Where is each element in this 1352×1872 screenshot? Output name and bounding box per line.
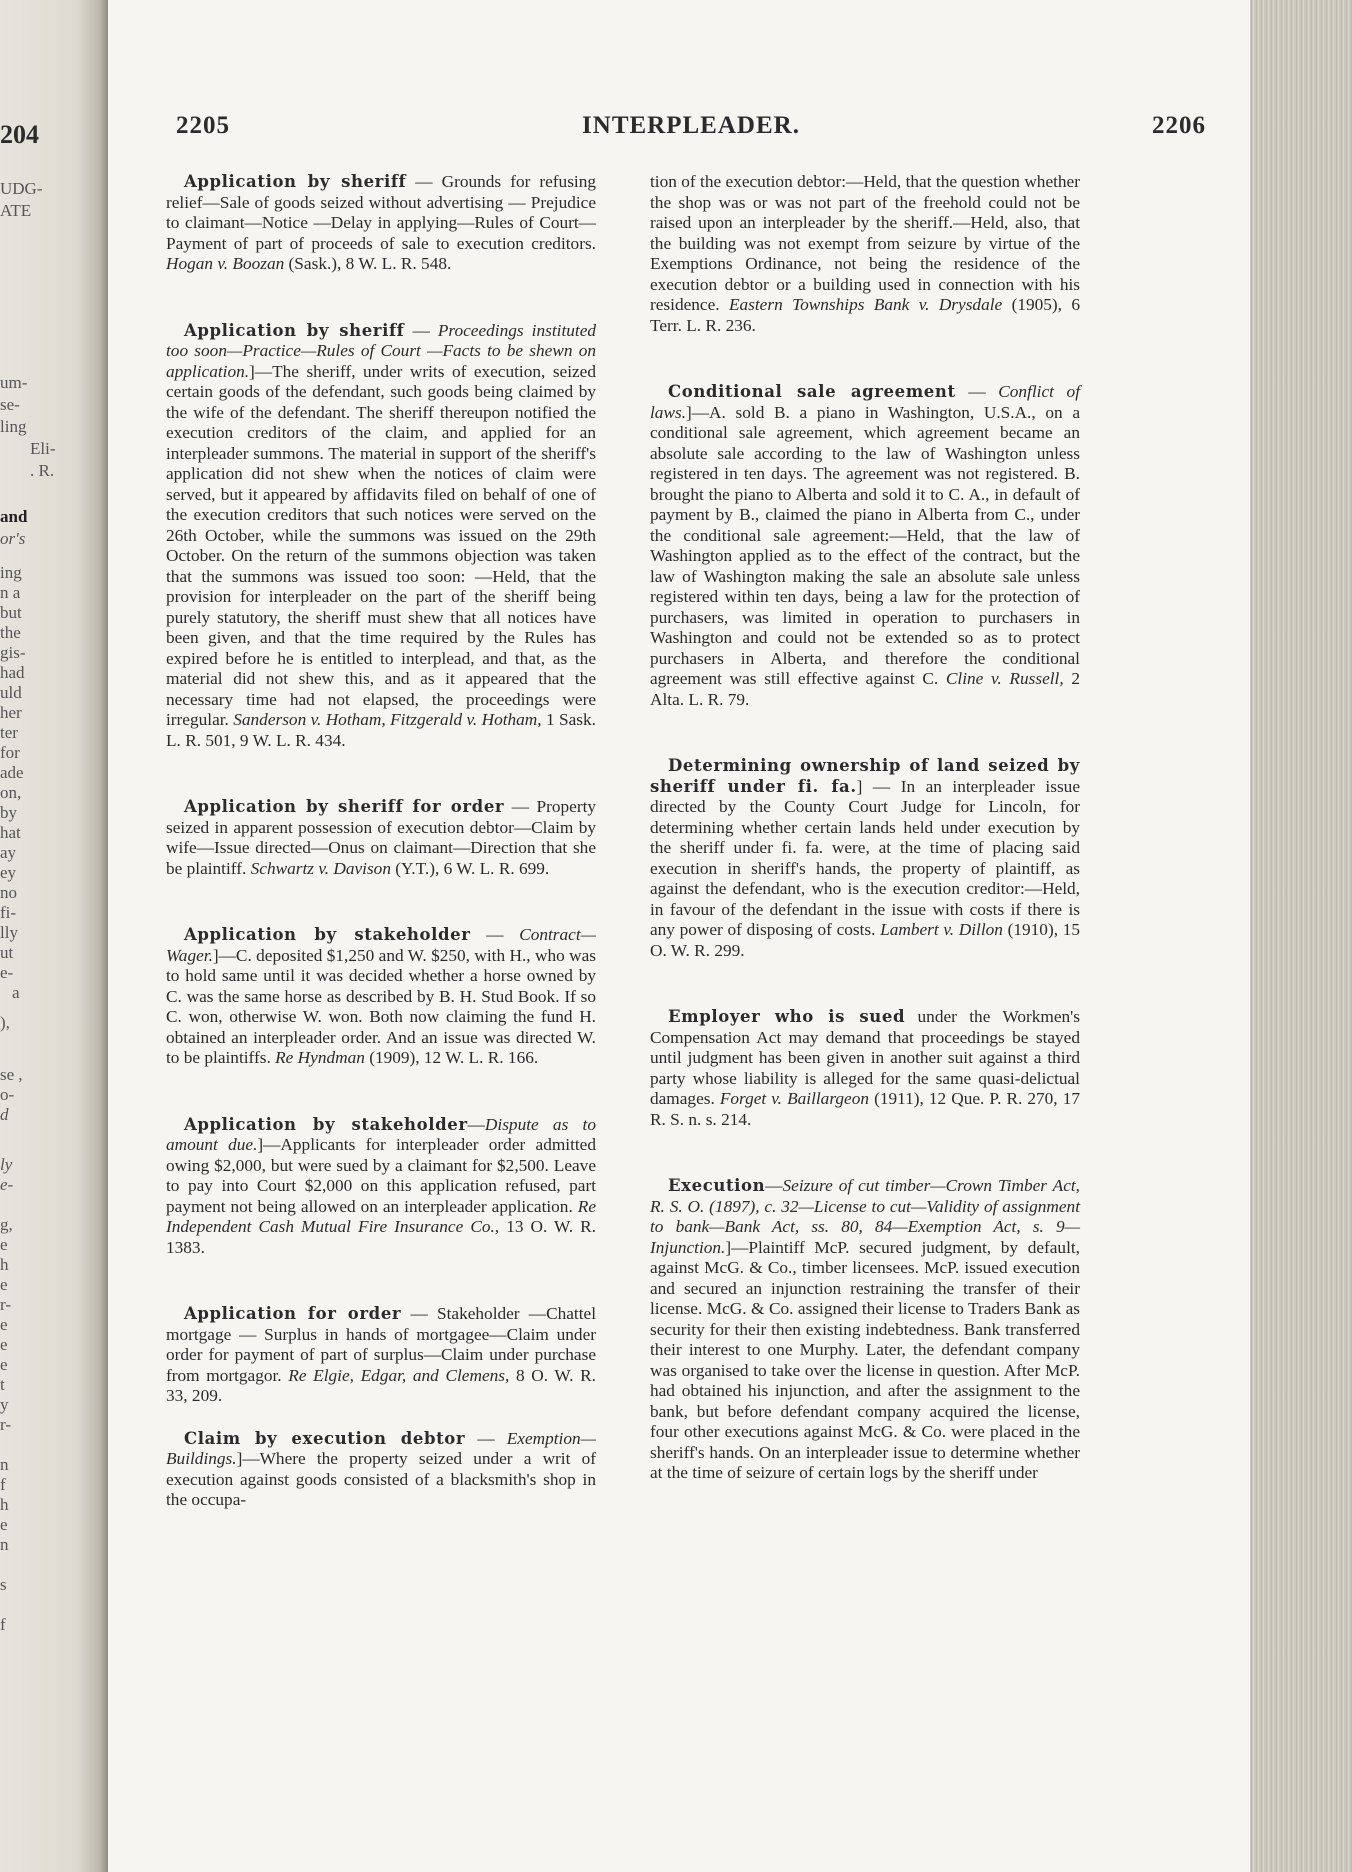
previous-page-fragment: lly [0,923,18,942]
previous-page-fragment: r- [0,1415,11,1434]
entry-dash: — [955,382,999,401]
entry-subject: Dispute as to amount due. [166,1114,596,1154]
previous-page-fragment: h [0,1495,9,1514]
previous-page-fragment: UDG- [0,179,43,198]
entry-heading: Employer who is sued [668,1007,906,1026]
entry-dash: — [465,1428,507,1448]
previous-page-fragment: ling [0,417,27,436]
entry-heading: Claim by execution debtor [184,1428,466,1448]
previous-page-fragment: g, [0,1215,13,1234]
entry-dash: — [401,1304,438,1323]
previous-page-fragment: d [0,1105,9,1124]
entry-heading: Application by sheriff [184,172,407,191]
previous-page-fragment: y [0,1395,9,1414]
page-title: INTERPLEADER. [582,112,800,139]
book-page-edges [1250,0,1352,1872]
previous-page-fragment: ATE [0,201,32,220]
previous-page-fragment: um- [0,373,28,392]
previous-page-fragment: n a [0,583,21,602]
entry-citation-ref: 2 Alta. L. R. 79. [650,669,1081,709]
entry-dash: — [765,1176,783,1195]
entry-dash: — [470,925,520,944]
entry-subject: Conflict of laws. [650,382,1080,422]
previous-page-fragment: by [0,803,17,822]
entry-citation-ref: (1911), 12 Que. P. R. 270, 17 R. S. n. s. 214. [650,1089,1080,1129]
entry-citation-ref: 13 O. W. R. 1383. [166,1217,596,1257]
entry-text: under the Workmen's Compensation Act may demand that proceedings be stayed until judgment has been given in another suit against a third party whose liability is alleged for the same quasi-delictual damages. [650,1007,1080,1108]
entry-citation: Cline v. Russell, [945,669,1064,688]
digest-entry [650,1007,1080,1130]
entry-dash: — [406,172,442,191]
right-page-number: 2206 [1152,112,1206,139]
entry-citation: Sanderson v. Hotham, Fitzgerald v. Hotham, [233,710,542,729]
digest-entry [166,925,596,1069]
previous-page-fragment: for [0,743,20,762]
entry-dash: ] — [856,776,901,796]
previous-page-fragment: no [0,883,17,902]
previous-page-fragment: t [0,1375,5,1394]
previous-page-fragment: e [0,1235,8,1254]
entry-citation: Re Elgie, Edgar, and Clemens, [288,1365,510,1385]
previous-page-fragment: her [0,703,22,722]
entry-citation: Re Independent Cash Mutual Fire Insurance Co., [166,1196,596,1236]
previous-page-fragment: ay [0,843,17,862]
entry-text: ]—Applicants for interpleader order admitted owing $2,000, but were sued by a claimant for $2,500. Leave to pay into Court $2,000 on this application refused, part payment not being allowed on an interpleader application. [166,1135,596,1216]
previous-page-fragment: ter [0,723,18,742]
entry-subject: Proceedings instituted too soon—Practice—Rules of Court —Facts to be shewn on application. [166,320,597,381]
previous-page-fragment: r- [0,1295,11,1314]
previous-page-fragment: e- [0,1175,14,1194]
previous-page-fragment: the [0,623,21,642]
entry-citation: Forget v. Baillargeon [719,1089,869,1108]
digest-entry [650,1176,1080,1484]
previous-page-number: 204 [0,120,39,149]
previous-page-fragment: f [0,1615,6,1634]
entry-text: ]—The sheriff, under writs of execution, seized certain goods of the defendant, such goods being claimed by the wife of the defendant. The sheriff thereupon notified the execution creditors of the claim, and applied for an interpleader summons. The material in support of the sheriff's application did not shew when the notices of claim were served, but it appeared by affidavits filed on behalf of one of the execution creditors that such notices were served on the 26th October, while the summons was issued on the 29th October. On the return of the summons objection was taken that the summons was issued too soon: —Held, that the provision for interpleader on the part of the sheriff being purely statutory, the sheriff must shew that all notices have been given, and that the time required by the Rules has expired before he is entitled to interplead, and that, as the material did not shew this, and as it appeared that the necessary time had not elapsed, the proceedings were irregular. [166,361,596,729]
entry-heading: Application by sheriff for order [184,797,505,816]
entry-text: ]—C. deposited $1,250 and W. $250, with H., who was to hold same until it was decided whether a horse owned by C. was the same horse as described by B. H. Stud Book. If so C. won, otherwise W. won. Both now claiming the fund H. obtained an interpleader order. And an issue was directed W. to be plaintiffs. [166,945,596,1067]
entry-subject: Seizure of cut timber—Crown Timber Act, R. S. O. (1897), c. 32—License to cut—Validity of assignment to bank—Bank Act, ss. 80, 84—Exemption Act, s. 9—Injunction. [650,1176,1080,1257]
entry-text: ]—A. sold B. a piano in Washington, U.S.A., on a conditional sale agreement, which agreement became an absolute sale according to the law of Washington unless registered in ten days. The agreement was not registered. B. brought the piano to Alberta and sold it to C. A., in default of payment by B., claimed the piano in Alberta from C., under the conditional sale agreement:—Held, that the law of Washington applied as to the effect of the contract, but the law of Washington making the sale an absolute sale unless registered within ten days, being a law for the protection of purchasers, was limited in operation to purchasers in Washington and could not be extended so as to protect purchasers in Alberta, and therefore the conditional agreement was still effective against C. [650,402,1080,688]
entry-citation-ref: (1910), 15 O. W. R. 299. [650,920,1080,960]
previous-page-fragment: e [0,1335,8,1354]
previous-page-fragment: e- [0,963,14,982]
digest-entry [166,1115,596,1259]
entry-citation-ref: 1 Sask. L. R. 501, 9 W. L. R. 434. [166,710,596,750]
previous-page-fragment: but [0,603,22,622]
entry-heading: Application for order [184,1304,402,1323]
previous-page-fragment: . R. [30,461,55,480]
entry-heading: Conditional sale agreement [668,382,956,401]
previous-page-edge [0,0,108,1872]
entry-heading: Execution [668,1176,766,1195]
digest-entry [650,756,1080,961]
entry-citation: Re Hyndman [275,1048,365,1067]
entry-citation: Hogan v. Boozan [166,254,285,273]
entry-text: Property seized in apparent possession of execution debtor—Claim by wife—Issue directed—Onus on claimant—Direction that she be plaintiff. [166,797,597,878]
digest-entry [166,172,596,275]
digest-entry [166,1304,596,1407]
entry-citation-ref: 8 O. W. R. 33, 209. [166,1365,596,1405]
entry-text: Grounds for refusing relief—Sale of goods seized without advertising — Prejudice to claimant—Notice —Delay in applying—Rules of Court—Payment of part of proceeds of sale to execution creditors. [166,172,597,253]
right-column [650,172,1080,1530]
entry-subject: Exemption—Buildings. [166,1428,597,1468]
entry-citation: Eastern Townships Bank v. Drysdale [728,295,1003,314]
previous-page-fragment: ut [0,943,14,962]
digest-entry [650,382,1080,710]
entry-text: tion of the execution debtor:—Held, that the question whether the shop was or was not part of the freehold could not be raised upon an interpleader by the sheriff.—Held, also, that the building was not exempt from seizure by virtue of the Exemptions Ordinance, not being the residence of the execution debtor or a building used in connection with his residence. [650,172,1080,314]
previous-page-fragment: e [0,1275,8,1294]
previous-page-fragment: ly [0,1155,13,1174]
previous-page-fragment: gis- [0,643,26,662]
previous-page-fragment: se , [0,1065,23,1084]
previous-page-fragment: ing [0,563,22,582]
previous-page-fragment: uld [0,683,22,702]
previous-page-fragment: and [0,507,28,526]
previous-page-fragment: ), [0,1013,10,1032]
book-page [108,0,1250,1872]
digest-entry [166,321,596,752]
entry-dash [905,1007,917,1026]
entry-citation-ref: (Sask.), 8 W. L. R. 548. [284,254,452,273]
previous-page-fragment: fi- [0,903,17,922]
entry-citation: Lambert v. Dillon [880,920,1003,939]
left-page-number: 2205 [176,112,230,139]
previous-page-fragment: e [0,1355,8,1374]
previous-page-fragment: ey [0,863,17,882]
running-header [176,112,1206,152]
previous-page-fragment: n [0,1535,9,1554]
previous-page-fragment: had [0,663,25,682]
entry-text: Stakeholder —Chattel mortgage — Surplus in hands of mortgagee—Claim under order for payment of part of surplus—Claim under purchase from mortgagor. [166,1304,597,1385]
entry-citation-ref: (Y.T.), 6 W. L. R. 699. [390,858,550,878]
entry-subject: Contract—Wager. [166,925,596,965]
left-column [166,172,596,1557]
previous-page-fragment: a [12,983,20,1002]
entry-heading: Determining ownership of land seized by sheriff under fi. fa. [650,756,1080,796]
previous-page-fragment: or's [0,529,26,548]
previous-page-fragment: ade [0,763,24,782]
entry-dash: — [404,320,438,340]
entry-text: ]—Plaintiff McP. secured judgment, by default, against McG. & Co., timber licensees. McP. issued execution and secured an injunction restraining the transfer of their license. McG. & Co. assigned their license to Traders Bank as security for their then existing indebtedness. Bank transferred their interest to one Murphy. Later, the defendant company was organised to take over the license in question. After McP. had obtained his injunction, and after the assignment to the bank, but before defendant company acquired the license, four other executions against McG. & Co. were placed in the sheriff's hands. On an interpleader issue to determine whether at the time of seizure of certain logs by the sheriff under [650,1237,1080,1482]
previous-page-fragment: e [0,1515,8,1534]
entry-heading: Application by stakeholder [184,1114,468,1134]
previous-page-fragment: se- [0,395,20,414]
previous-page-fragment: h [0,1255,9,1274]
entry-text: In an interpleader issue directed by the County Court Judge for Lincoln, for determining whether certain lands held under execution by the sheriff under fi. fa. were, at the time of placing said execution in sheriff's hands, the property of plaintiff, as against the defendant, who is the execution creditor:—Held, in favour of the defendant in the issue with costs if there is any power of disposing of costs. [650,776,1080,939]
digest-entry-continued [650,172,1080,336]
previous-page-fragment: on, [0,783,22,802]
entry-heading: Application by sheriff [184,320,405,340]
digest-entry [166,797,596,879]
previous-page-fragment: Eli- [30,439,56,458]
entry-citation-ref: (1909), 12 W. L. R. 166. [364,1048,539,1067]
entry-dash: — [504,797,537,816]
entry-heading: Application by stakeholder [184,925,471,944]
previous-page-fragment: o- [0,1085,15,1104]
digest-entry [166,1429,596,1511]
entry-dash: — [467,1114,485,1134]
previous-page-fragment: f [0,1475,6,1494]
entry-citation-ref: (1905), 6 Terr. L. R. 236. [650,295,1080,335]
previous-page-fragment: n [0,1455,9,1474]
previous-page-fragment: s [0,1575,7,1594]
previous-page-fragment: e [0,1315,8,1334]
entry-citation: Schwartz v. Davison [250,858,391,878]
previous-page-fragment: hat [0,823,21,842]
entry-text: ]—Where the property seized under a writ of execution against goods consisted of a blacksmith's shop in the occupa- [166,1449,596,1509]
